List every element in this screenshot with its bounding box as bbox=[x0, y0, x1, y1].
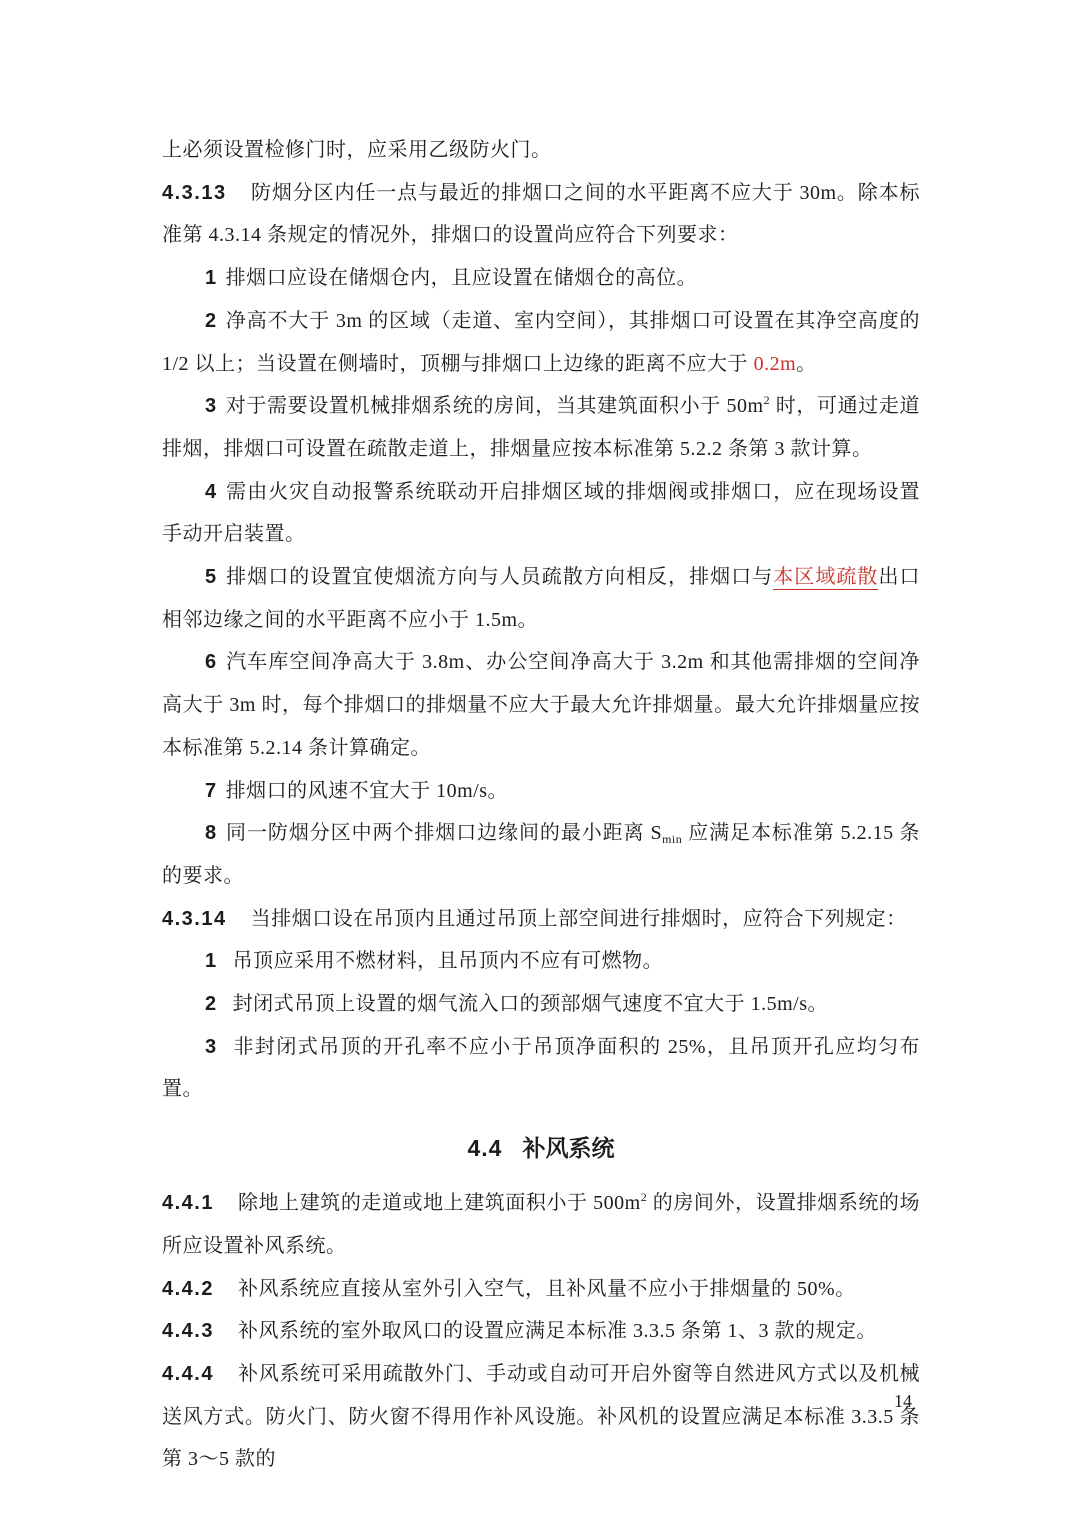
highlighted-value: 0.2m bbox=[753, 352, 797, 375]
item-text: 吊顶应采用不燃材料，且吊顶内不应有可燃物。 bbox=[232, 950, 664, 973]
clause-number: 4.3.13 bbox=[162, 181, 227, 204]
section-heading-4-4 bbox=[162, 1126, 920, 1171]
list-item-1 bbox=[162, 257, 920, 300]
clause-text: 的房间外，设置排烟系统的场所应设置补风系统。 bbox=[162, 1192, 920, 1257]
list-item-8 bbox=[162, 812, 920, 897]
list-item-3 bbox=[162, 385, 920, 470]
clause-4-4-4 bbox=[162, 1353, 920, 1481]
item-number: 8 bbox=[205, 822, 217, 845]
item-number: 4 bbox=[205, 480, 217, 503]
sublist-item-2 bbox=[162, 983, 920, 1026]
item-number: 2 bbox=[205, 309, 217, 332]
clause-text: 当排烟口设在吊顶内且通过吊顶上部空间进行排烟时，应符合下列规定： bbox=[250, 907, 907, 930]
clause-4-3-13 bbox=[162, 172, 920, 257]
document-content bbox=[162, 129, 920, 1481]
item-text: 封闭式吊顶上设置的烟气流入口的颈部烟气速度不宜大于 1.5m/s。 bbox=[232, 993, 829, 1016]
clause-number: 4.4.1 bbox=[162, 1192, 214, 1215]
item-text: 应满足本标准第 5.2.15 条的要求。 bbox=[162, 822, 921, 887]
list-item-4 bbox=[162, 471, 920, 556]
section-number: 4.4 bbox=[467, 1135, 503, 1162]
item-number: 5 bbox=[205, 566, 217, 589]
item-text: 排烟口的风速不宜大于 10m/s。 bbox=[225, 779, 509, 802]
item-number: 3 bbox=[205, 395, 217, 418]
item-text: 排烟口的设置宜使烟流方向与人员疏散方向相反，排烟口与 bbox=[225, 566, 774, 589]
page-number: 14 bbox=[894, 1391, 912, 1411]
paragraph-continuation bbox=[162, 129, 920, 172]
subscript: min bbox=[662, 832, 683, 847]
clause-text: 补风系统的室外取风口的设置应满足本标准 3.3.5 条第 1、3 款的规定。 bbox=[237, 1320, 877, 1343]
item-number: 7 bbox=[205, 779, 217, 802]
clause-4-4-1 bbox=[162, 1182, 920, 1267]
item-text: 需由火灾自动报警系统联动开启排烟区域的排烟阀或排烟口，应在现场设置手动开启装置。 bbox=[162, 480, 920, 546]
clause-4-3-14 bbox=[162, 898, 920, 941]
item-text: 汽车库空间净高大于 3.8m、办公空间净高大于 3.2m 和其他需排烟的空间净高大于 3m 时，每个排烟口的排烟量不应大于最大允许排烟量。最大允许排烟量应按本标准第 5.2.14 条计算确定。 bbox=[162, 651, 920, 759]
item-text: 排烟口应设在储烟仓内，且应设置在储烟仓的高位。 bbox=[225, 267, 698, 290]
clause-text: 防烟分区内任一点与最近的排烟口之间的水平距离不应大于 30m。除本标准第 4.3.14 条规定的情况外，排烟口的设置尚应符合下列要求： bbox=[162, 181, 920, 247]
clause-text: 除地上建筑的走道或地上建筑面积小于 500m bbox=[237, 1192, 641, 1215]
item-text: 对于需要设置机械排烟系统的房间，当其建筑面积小于 50m bbox=[225, 395, 764, 418]
section-title: 补风系统 bbox=[522, 1136, 615, 1162]
superscript: 2 bbox=[640, 1190, 648, 1205]
clause-text: 补风系统应直接从室外引入空气，且补风量不应小于排烟量的 50%。 bbox=[237, 1277, 856, 1300]
item-text: 净高不大于 3m 的区域（走道、室内空间），其排烟口可设置在其净空高度的 1/2 以上；当设置在侧墙时，顶棚与排烟口上边缘的距离不应大于 bbox=[162, 309, 920, 375]
clause-number: 4.4.4 bbox=[162, 1362, 214, 1385]
sublist-item-1 bbox=[162, 940, 920, 983]
clause-4-4-2 bbox=[162, 1268, 920, 1311]
list-item-6 bbox=[162, 641, 920, 769]
item-number: 1 bbox=[205, 267, 217, 290]
item-text: 非封闭式吊顶的开孔率不应小于吊顶净面积的 25%，且吊顶开孔应均匀布置。 bbox=[162, 1035, 920, 1101]
item-text: 同一防烟分区中两个排烟口边缘间的最小距离 S bbox=[225, 822, 663, 845]
clause-4-4-3 bbox=[162, 1310, 920, 1353]
clause-text: 补风系统可采用疏散外门、手动或自动可开启外窗等自然进风方式以及机械送风方式。防火门、防火窗不得用作补风设施。补风机的设置应满足本标准 3.3.5 条第 3～5 款的 bbox=[162, 1362, 920, 1471]
item-number: 1 bbox=[205, 950, 217, 973]
item-text: 时，可通过走道排烟，排烟口可设置在疏散走道上，排烟量应按本标准第 5.2.2 条第 3 款计算。 bbox=[162, 395, 921, 460]
list-item-5 bbox=[162, 556, 920, 641]
item-text: 出口相邻边缘之间的水平距离不应小于 1.5m。 bbox=[162, 566, 921, 631]
paragraph-text: 上必须设置检修门时，应采用乙级防火门。 bbox=[162, 139, 552, 161]
item-number: 6 bbox=[205, 651, 217, 674]
list-item-7 bbox=[162, 770, 920, 813]
item-number: 2 bbox=[205, 993, 217, 1016]
superscript: 2 bbox=[763, 393, 771, 408]
clause-number: 4.3.14 bbox=[162, 907, 227, 930]
clause-number: 4.4.3 bbox=[162, 1320, 214, 1343]
clause-number: 4.4.2 bbox=[162, 1277, 214, 1300]
item-number: 3 bbox=[205, 1035, 217, 1058]
item-text: 。 bbox=[796, 352, 817, 375]
sublist-item-3 bbox=[162, 1026, 920, 1111]
list-item-2 bbox=[162, 300, 920, 385]
highlighted-text: 本区域疏散 bbox=[773, 566, 879, 589]
